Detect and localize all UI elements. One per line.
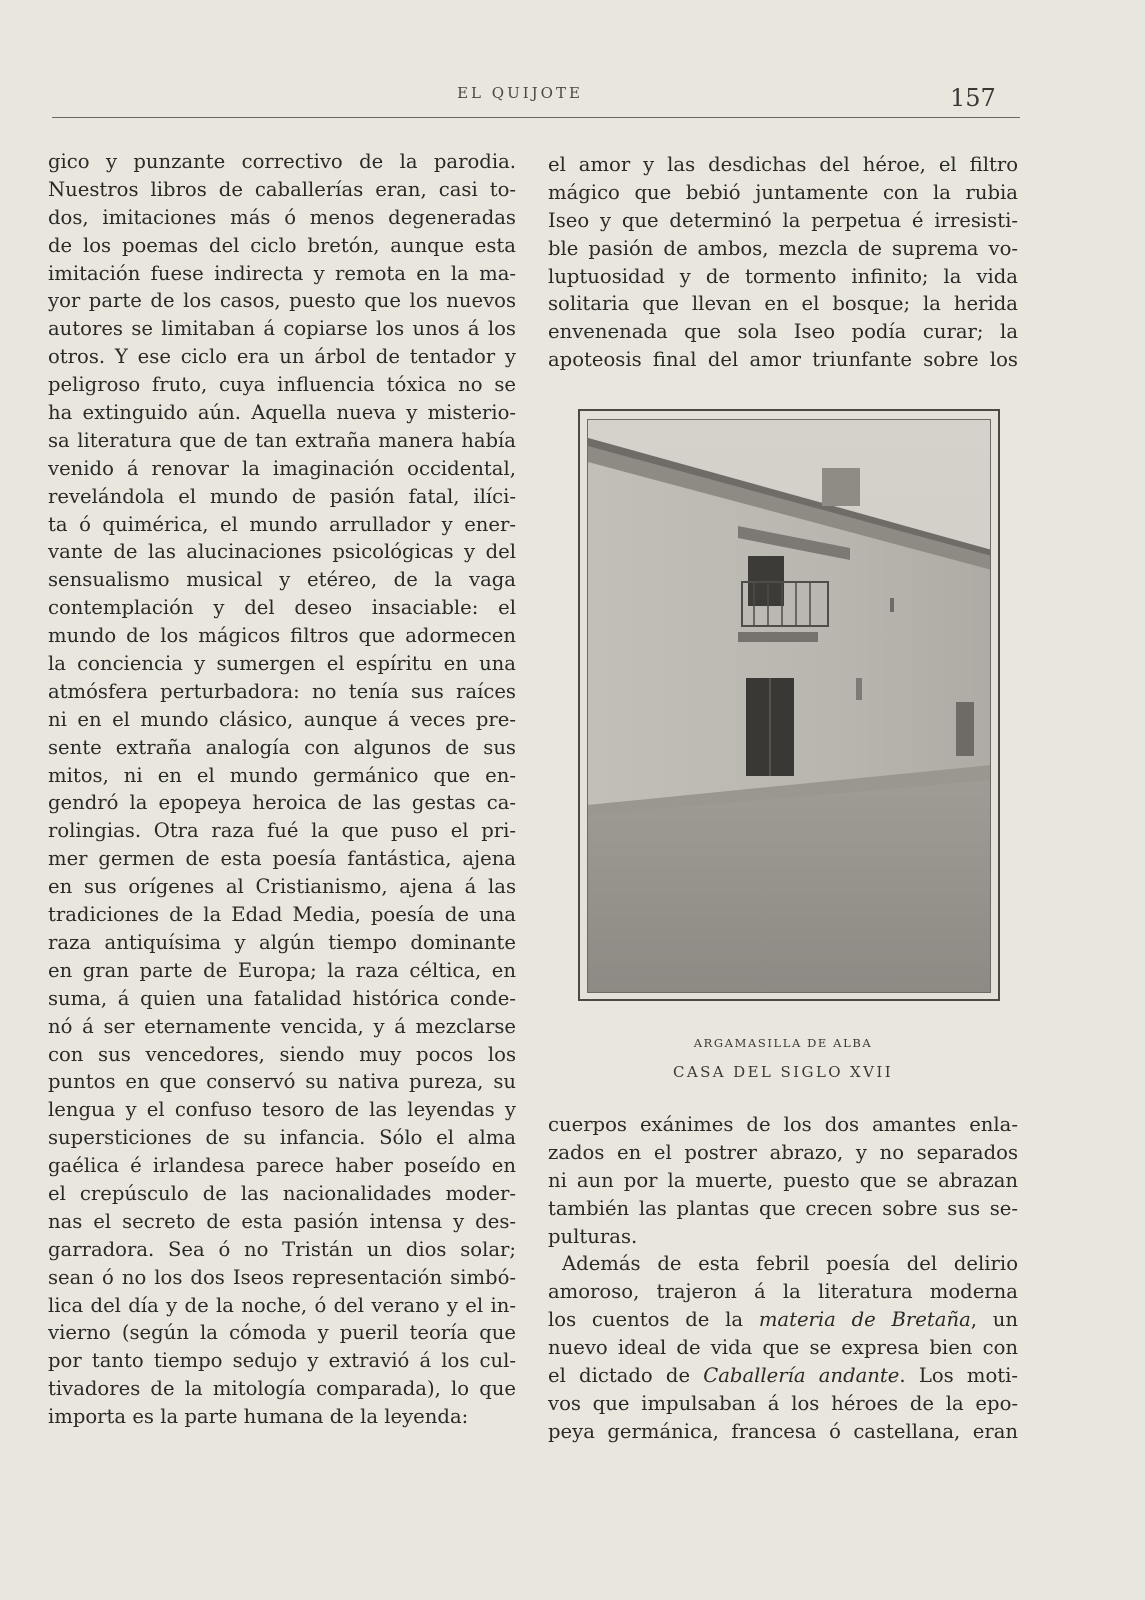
text-line: ta ó quimérica, el mundo arrullador y ener- (48, 512, 516, 536)
text-line (548, 1306, 1018, 1334)
text-fragment: , un (970, 1308, 1018, 1332)
text-line: sente extraña analogía con algunos de sus (48, 735, 516, 759)
text-line: lengua y el confuso tesoro de las leyendas y (48, 1098, 516, 1122)
text-line: peya germánica, francesa ó castellana, eran (548, 1419, 1018, 1443)
text-fragment: los cuentos de la (548, 1308, 759, 1332)
text-line: de los poemas del ciclo bretón, aunque esta (48, 233, 516, 257)
text-line: por tanto tiempo sedujo y extravió á los cul- (48, 1349, 516, 1373)
text-line: venido á renovar la imaginación occidental, (48, 456, 516, 480)
text-line: el crepúsculo de las nacionalidades moder- (48, 1181, 516, 1205)
text-line: gendró la epopeya heroica de las gestas ca- (48, 791, 516, 815)
text-line: raza antiquísima y algún tiempo dominante (48, 930, 516, 954)
text-line: rolingias. Otra raza fué la que puso el pri- (48, 819, 516, 843)
text-line: vos que impulsaban á los héroes de la epo- (548, 1391, 1018, 1415)
text-fragment: el dictado de (548, 1364, 704, 1388)
text-line (548, 1362, 1018, 1390)
right-column-bottom (548, 1111, 1018, 1446)
text-line: sa literatura que de tan extraña manera había (48, 428, 516, 452)
text-line: mitos, ni en el mundo germánico que en- (48, 763, 516, 787)
text-line: revelándola el mundo de pasión fatal, ilíci- (48, 484, 516, 508)
text-line: vierno (según la cómoda y pueril teoría que (48, 1321, 516, 1345)
text-line: también las plantas que crecen sobre sus se- (548, 1196, 1018, 1220)
text-line: sean ó no los dos Iseos representación simbó- (48, 1265, 516, 1289)
text-line: lica del día y de la noche, ó del verano y el in- (48, 1293, 516, 1317)
header-rule (52, 117, 1020, 118)
text-line: mer germen de esta poesía fantástica, ajena (48, 847, 516, 871)
text-line: atmósfera perturbadora: no tenía sus raíces (48, 679, 516, 703)
text-line: luptuosidad y de tormento infinito; la vida (548, 264, 1018, 288)
text-line: nuevo ideal de vida que se expresa bien con (548, 1336, 1018, 1360)
text-line: solitaria que llevan en el bosque; la herida (548, 292, 1018, 316)
page-number: 157 (950, 84, 996, 112)
text-line: suma, á quien una fatalidad histórica conde- (48, 986, 516, 1010)
text-line: vante de las alucinaciones psicológicas y del (48, 540, 516, 564)
text-line: zados en el postrer abrazo, y no separados (548, 1140, 1018, 1164)
text-line: gico y punzante correctivo de la parodia. (48, 150, 516, 173)
text-line: el amor y las desdichas del héroe, el filtro (548, 153, 1018, 176)
left-column (48, 148, 516, 1431)
text-line: nas el secreto de esta pasión intensa y des- (48, 1209, 516, 1233)
text-line: contemplación y del deseo insaciable: el (48, 596, 516, 620)
italic-phrase: materia de Bretaña (758, 1308, 971, 1332)
text-line: ble pasión de ambos, mezcla de suprema vo- (548, 236, 1018, 260)
text-line: ni en el mundo clásico, aunque á veces pre- (48, 707, 516, 731)
text-line: autores se limitaban á copiarse los unos á los (48, 317, 516, 341)
text-line: Además de esta febril poesía del delirio (562, 1252, 1018, 1276)
text-line: garradora. Sea ó no Tristán un dios solar; (48, 1237, 516, 1261)
text-line: en gran parte de Europa; la raza céltica, en (48, 958, 516, 982)
text-line: apoteosis final del amor triunfante sobre los (548, 348, 1018, 372)
text-line: con sus vencedores, siendo muy pocos los (48, 1042, 516, 1066)
text-line: otros. Y ese ciclo era un árbol de tentador y (48, 345, 516, 369)
text-line: yor parte de los casos, puesto que los nuevos (48, 289, 516, 313)
house-photograph (587, 419, 991, 993)
text-line: puntos en que conservó su nativa pureza, su (48, 1070, 516, 1094)
text-line: envenenada que sola Iseo podía curar; la (548, 320, 1018, 344)
text-line: ha extinguido aún. Aquella nueva y misterio- (48, 401, 516, 425)
italic-phrase: Caballería andante (703, 1364, 900, 1388)
text-line: dos, imitaciones más ó menos degeneradas (48, 205, 516, 229)
text-line: mundo de los mágicos filtros que adormecen (48, 624, 516, 648)
text-line: mágico que bebió juntamente con la rubia (548, 180, 1018, 204)
text-line: gaélica é irlandesa parece haber poseído en (48, 1154, 516, 1178)
text-line: supersticiones de su infancia. Sólo el alma (48, 1126, 516, 1150)
text-line: importa es la parte humana de la leyenda: (48, 1405, 469, 1429)
text-line: en sus orígenes al Cristianismo, ajena á las (48, 875, 516, 899)
text-line: ni aun por la muerte, puesto que se abrazan (548, 1168, 1018, 1192)
text-fragment: . Los moti- (899, 1364, 1019, 1388)
text-line: cuerpos exánimes de los dos amantes enla- (548, 1113, 1018, 1136)
photo-caption-title: CASA DEL SIGLO XVII (672, 1063, 894, 1081)
text-line: tivadores de la mitología comparada), lo que (48, 1377, 516, 1401)
text-line: Nuestros libros de caballerías eran, casi to- (48, 177, 516, 201)
text-line: tradiciones de la Edad Media, poesía de una (48, 903, 516, 927)
right-column-top (548, 151, 1018, 374)
text-line: la conciencia y sumergen el espíritu en una (48, 652, 516, 676)
running-header-title: EL QUIJOTE (457, 84, 583, 102)
text-line: sensualismo musical y etéreo, de la vaga (48, 568, 516, 592)
text-line: amoroso, trajeron á la literatura moderna (548, 1280, 1018, 1304)
photograph-frame (578, 409, 1000, 1001)
text-line: Iseo y que determinó la perpetua é irresisti- (548, 208, 1018, 232)
text-line: peligroso fruto, cuya influencia tóxica no se (48, 373, 516, 397)
text-line: nó á ser eternamente vencida, y á mezclarse (48, 1014, 516, 1038)
text-line: imitación fuese indirecta y remota en la ma- (48, 261, 516, 285)
text-line: pulturas. (548, 1224, 638, 1248)
photo-caption-location: ARGAMASILLA DE ALBA (693, 1036, 873, 1050)
